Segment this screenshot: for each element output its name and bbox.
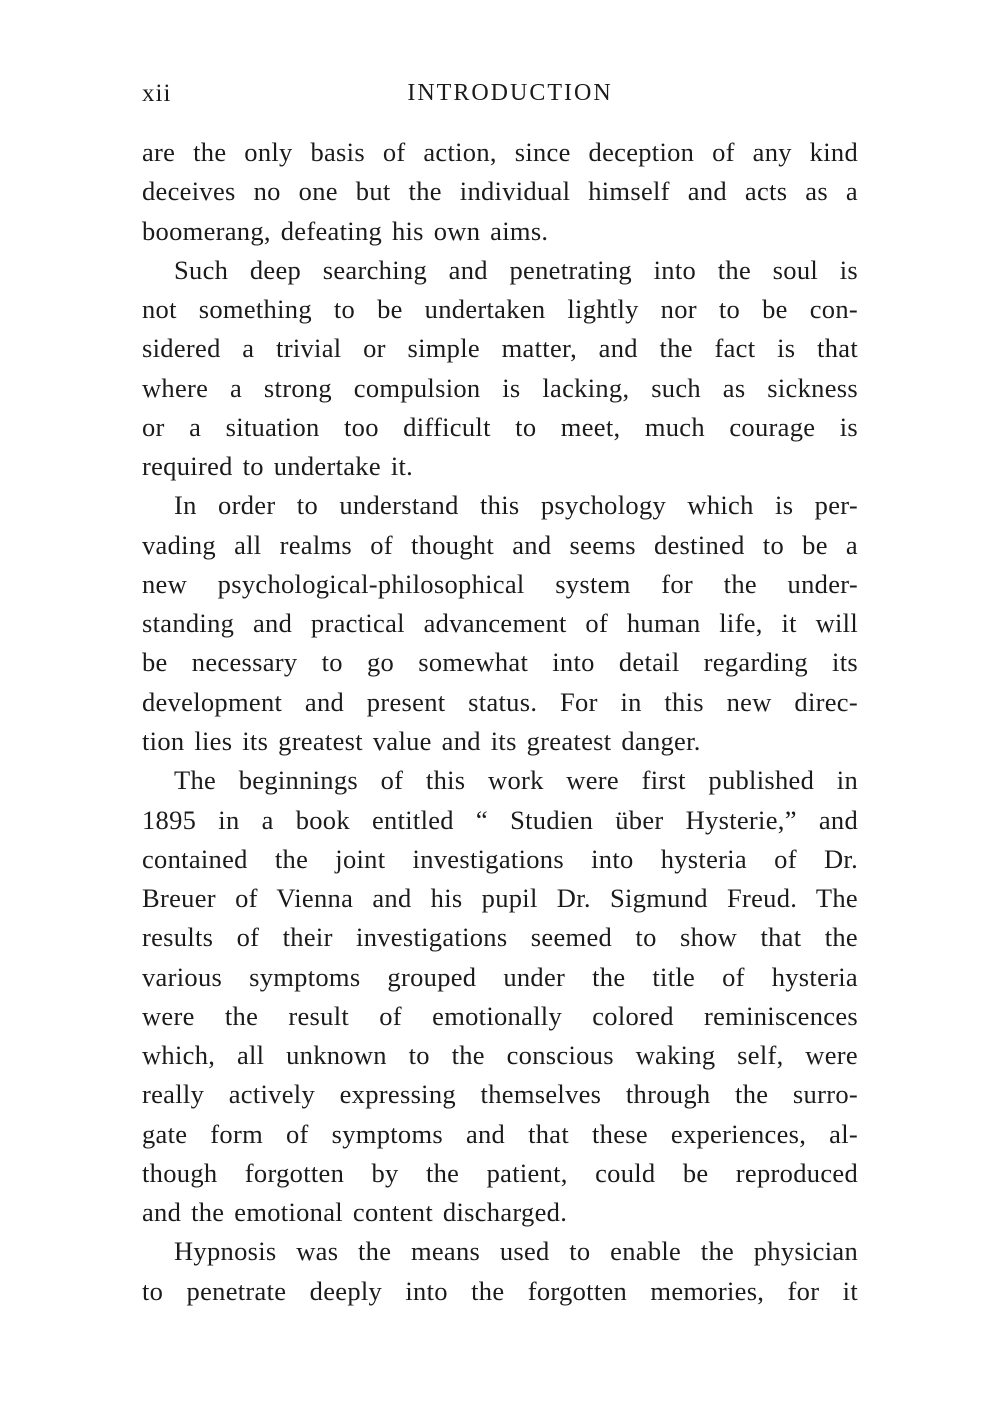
text-line: The beginnings of this work were first published in (174, 765, 858, 796)
paragraph (142, 761, 858, 1232)
text-line: not something to be undertaken lightly nor to be con- (142, 294, 858, 325)
text-line: deceives no one but the individual himself and acts as a (142, 176, 858, 207)
text-line: 1895 in a book entitled “ Studien über Hysterie,” and (142, 804, 858, 835)
text-line: new psychological-philosophical system for the under- (142, 568, 858, 599)
text-line: and the emotional content discharged. (142, 1197, 568, 1228)
text-line: which, all unknown to the conscious waking self, were (142, 1040, 858, 1071)
text-line: results of their investigations seemed to show that the (142, 922, 858, 953)
text-line: tion lies its greatest value and its greatest danger. (142, 725, 701, 756)
text-line: where a strong compulsion is lacking, such as sickness (142, 372, 858, 403)
page-number: xii (142, 80, 172, 107)
page-header (142, 80, 858, 114)
text-line: be necessary to go somewhat into detail regarding its (142, 647, 858, 678)
text-line: gate form of symptoms and that these experiences, al- (142, 1118, 858, 1149)
text-line: required to undertake it. (142, 451, 414, 482)
paragraph (142, 486, 858, 761)
text-line: really actively expressing themselves through the surro- (142, 1079, 858, 1110)
text-line: are the only basis of action, since deception of any kind (142, 137, 858, 167)
text-line: Such deep searching and penetrating into the soul is (174, 254, 858, 285)
text-line: or a situation too difficult to meet, much courage is (142, 411, 858, 442)
text-line: vading all realms of thought and seems destined to be a (142, 529, 858, 560)
text-line: standing and practical advancement of human life, it will (142, 608, 858, 639)
text-line: were the result of emotionally colored reminiscences (142, 1000, 858, 1031)
text-line: Breuer of Vienna and his pupil Dr. Sigmund Freud. The (142, 883, 858, 914)
running-head: INTRODUCTION (407, 80, 613, 106)
text-line: though forgotten by the patient, could be reproduced (142, 1157, 858, 1188)
text-line: Hypnosis was the means used to enable the physician (174, 1236, 858, 1267)
body-text (142, 133, 858, 1311)
paragraph (142, 1232, 858, 1311)
text-line: development and present status. For in this new direc- (142, 686, 858, 717)
text-line: boomerang, defeating his own aims. (142, 215, 549, 246)
text-line: sidered a trivial or simple matter, and the fact is that (142, 333, 858, 364)
text-line: contained the joint investigations into hysteria of Dr. (142, 843, 858, 874)
paragraph (142, 133, 858, 251)
text-line: various symptoms grouped under the title of hysteria (142, 961, 858, 992)
paragraph (142, 251, 858, 487)
text-line: In order to understand this psychology which is per- (174, 490, 858, 521)
text-line: to penetrate deeply into the forgotten memories, for it (142, 1275, 858, 1306)
